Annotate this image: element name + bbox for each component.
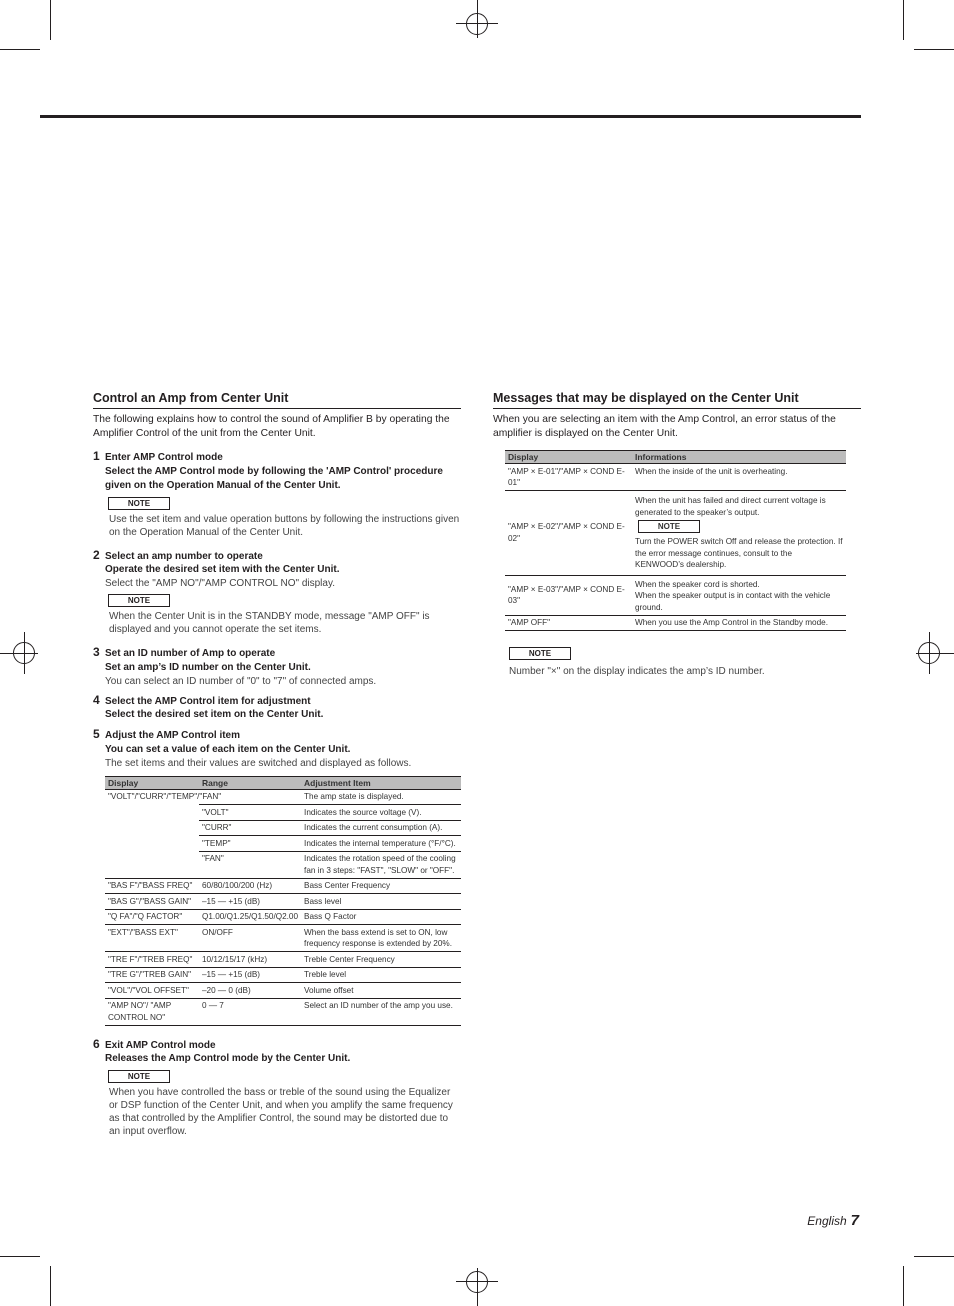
step-detail: You can select an ID number of "0" to "7" of connected amps. — [105, 675, 377, 687]
step-instruction: Select the desired set item on the Center Unit. — [105, 709, 324, 720]
left-column — [93, 390, 461, 1138]
step-instruction: You can set a value of each item on the Center Unit. — [105, 743, 351, 755]
step-instruction: Operate the desired set item with the Center Unit. — [105, 564, 340, 575]
step-number: 1 — [93, 449, 100, 463]
table-row: "AMP NO"/ "AMP CONTROL NO" 0 — 7 Select an ID number of the amp you use. — [105, 998, 461, 1025]
note-label: NOTE — [108, 1070, 170, 1083]
step-2 — [93, 549, 461, 637]
step-detail: The set items and their values are switched and displayed as follows. — [105, 757, 412, 769]
step-instruction: Releases the Amp Control mode by the Center Unit. — [105, 1053, 351, 1064]
crop-mark — [903, 1266, 904, 1306]
section-intro: The following explains how to control the sound of Amplifier B by operating the Amplifier Control of the unit from the Center Unit. — [93, 414, 450, 439]
amp-settings-table — [105, 776, 461, 1026]
table-row: "AMP OFF" When you use the Amp Control in the Standby mode. — [505, 615, 846, 631]
step-heading: Exit AMP Control mode — [105, 1039, 216, 1051]
table-row: "VOLT" Indicates the source voltage (V). — [105, 805, 461, 821]
section-title: Messages that may be displayed on the Center Unit — [493, 390, 861, 409]
crop-mark — [903, 0, 904, 40]
table-row: "EXT"/"BASS EXT" ON/OFF When the bass extend is set to ON, low frequency response is extended by 20%. — [105, 925, 461, 952]
step-number: 5 — [93, 727, 100, 741]
page-number: 7 — [850, 1212, 859, 1229]
table-header: Display — [105, 776, 199, 789]
note-label: NOTE — [509, 647, 571, 660]
table-row: "VOLT"/"CURR"/"TEMP"/"FAN" The amp state is displayed. — [105, 789, 461, 805]
step-heading: Select the AMP Control item for adjustment — [105, 695, 311, 707]
table-header: Adjustment Item — [301, 776, 461, 789]
step-number: 3 — [93, 645, 100, 659]
crop-mark — [914, 1256, 954, 1257]
step-heading: Enter AMP Control mode — [105, 452, 223, 463]
step-4 — [93, 694, 461, 723]
step-6 — [93, 1038, 461, 1139]
error-messages-table — [505, 450, 846, 631]
table-row: "FAN" Indicates the rotation speed of the cooling fan in 3 steps: "FAST", "SLOW" or "OFF". — [105, 851, 461, 878]
crop-mark — [0, 1256, 40, 1257]
note-text: When you have controlled the bass or treble of the sound using the Equalizer or DSP function of the Center Unit, and when you amplify the same frequency as that controlled by the Amplifier Control, the sound may be distorted due to an input overflow. — [109, 1087, 453, 1137]
table-header: Display — [505, 451, 632, 464]
table-row: "VOL"/"VOL OFFSET" –20 — 0 (dB) Volume offset — [105, 983, 461, 999]
table-row: "BAS F"/"BASS FREQ" 60/80/100/200 (Hz) Bass Center Frequency — [105, 878, 461, 894]
crop-mark — [914, 49, 954, 50]
step-heading: Adjust the AMP Control item — [105, 730, 240, 741]
step-heading: Set an ID number of Amp to operate — [105, 648, 276, 659]
step-number: 2 — [93, 547, 100, 562]
footer-language: English — [807, 1214, 847, 1228]
table-row: "Q FA"/"Q FACTOR" Q1.00/Q1.25/Q1.50/Q2.00 Bass Q Factor — [105, 909, 461, 925]
note-text: When the Center Unit is in the STANDBY mode, message "AMP OFF" is displayed and you cannot operate the set items. — [109, 611, 430, 635]
crop-mark — [0, 49, 40, 50]
step-heading: Select an amp number to operate — [105, 550, 263, 562]
table-row: "TEMP" Indicates the internal temperature (°F/°C). — [105, 836, 461, 852]
table-row: "TRE G"/"TREB GAIN" –15 — +15 (dB) Treble level — [105, 967, 461, 983]
section-title: Control an Amp from Center Unit — [93, 390, 461, 409]
header-rule — [40, 115, 861, 118]
table-row: "CURR" Indicates the current consumption (A). — [105, 820, 461, 836]
step-number: 6 — [93, 1036, 100, 1051]
step-detail: Select the "AMP NO"/"AMP CONTROL NO" display. — [105, 578, 336, 589]
note-label: NOTE — [638, 520, 700, 533]
table-row: "BAS G"/"BASS GAIN" –15 — +15 (dB) Bass level — [105, 894, 461, 910]
table-header: Range — [199, 776, 301, 789]
step-5 — [93, 728, 461, 770]
table-row: "AMP × E-02"/"AMP × COND E-02" When the unit has failed and direct current voltage is generated to the speaker’s output. NOTE Turn the POWER switch Off and release the protection. If the error message continues, consult to the KENWOOD’s dealership. — [505, 491, 846, 576]
note-text: Number "×" on the display indicates the amp’s ID number. — [509, 666, 765, 677]
note-label: NOTE — [108, 497, 170, 510]
section-intro: When you are selecting an item with the Amp Control, an error status of the amplifier is displayed on the Center Unit. — [493, 414, 836, 439]
step-instruction: Select the AMP Control mode by following the 'AMP Control' procedure given on the Operation Manual of the Center Unit. — [105, 465, 443, 491]
step-3 — [93, 646, 461, 688]
step-instruction: Set an amp’s ID number on the Center Unit. — [105, 661, 311, 673]
crop-mark — [50, 1266, 51, 1306]
step-number: 4 — [93, 692, 100, 707]
table-row: "AMP × E-03"/"AMP × COND E-03" When the speaker cord is shorted. When the speaker output is in contact with the vehicle ground. — [505, 575, 846, 615]
right-column — [493, 390, 861, 678]
crop-mark — [50, 0, 51, 40]
step-1 — [93, 450, 461, 539]
table-row: "AMP × E-01"/"AMP × COND E-01" When the inside of the unit is overheating. — [505, 464, 846, 491]
note-text: Use the set item and value operation buttons by following the instructions given on the Operation Manual of the Center Unit. — [109, 513, 460, 538]
table-row: "TRE F"/"TREB FREQ" 10/12/15/17 (kHz) Treble Center Frequency — [105, 952, 461, 968]
table-header: Informations — [632, 451, 846, 464]
page-footer — [807, 1212, 859, 1229]
note-label: NOTE — [108, 594, 170, 607]
